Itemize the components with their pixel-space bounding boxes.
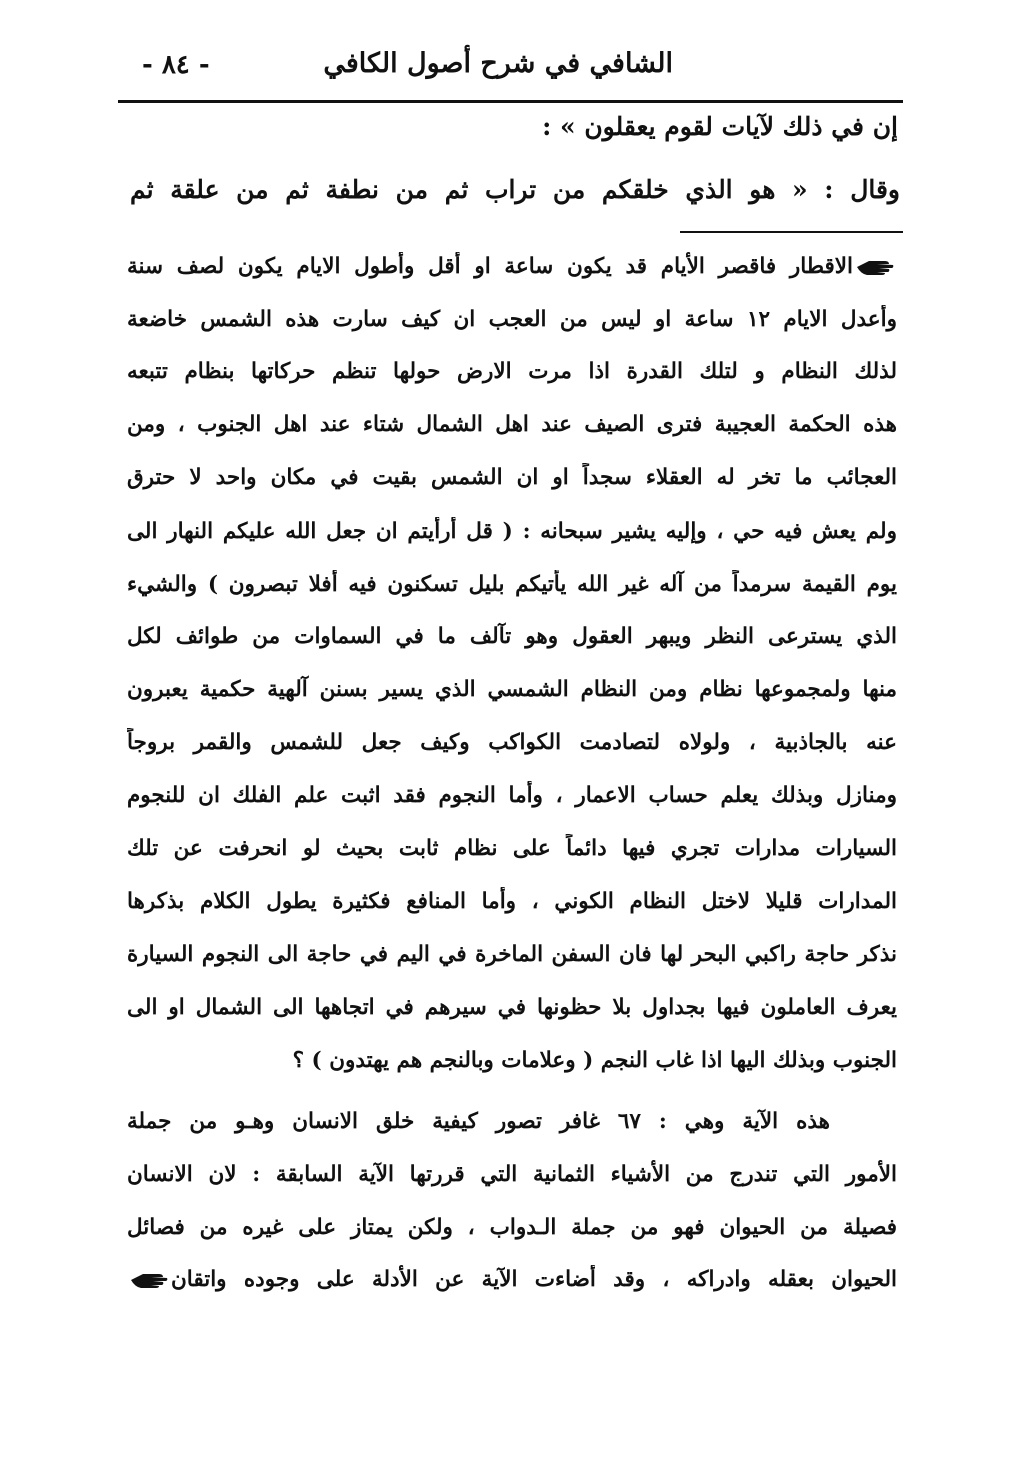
main-text-line: وقال : « هو الذي خلقكم من تراب ثم من نطفة ثم من علقة ثم [130,175,900,204]
footnote-line: عنه بالجاذبية ، ولولاه لتصادمت الكواكب وكيف جعل للشمس والقمر بروجاً [127,730,897,755]
footnote-line: وأعدل الايام ١٢ ساعة او ليس من العجب ان كيف سارت هذه الشمس خاضعة [127,307,897,332]
footnote-line: نذكر حاجة راكبي البحر لها فان السفن الماخرة في اليم في حاجة الى النجوم السيارة [127,942,897,967]
footnote-line: هذه الآية وهي : ٦٧ غافر تصور كيفية خلق الانسان وهـو من جملة [127,1109,830,1134]
footnote-line: يوم القيمة سرمداً من آله غير الله يأتيكم بليل تسكنون فيه أفلا تبصرون ) والشيء [127,572,897,597]
footnote-separator [680,231,903,233]
footnote-text: الحيوان بعقله وادراكه ، وقد أضاءت الآية عن الأدلة على وجوده واتقان [171,1267,897,1292]
footnote-line: العجائب ما تخر له العقلاء سجداً او ان الشمس بقيت في مكان واحد لا حترق [127,465,897,490]
footnote-line: لذلك النظام و لتلك القدرة اذا مرت الارض حولها تنظم حركاتها بنظام تتبعه [127,359,897,384]
pointing-hand-icon [129,1271,169,1289]
footnote-line: الذي يسترعى النظر ويبهر العقول وهو تآلف ما في السماوات من طوائف لكل [127,624,897,649]
footnote-line: يعرف العاملون فيها بجداول بلا حظونها في سيرهم في اتجاهها الى الشمال او الى [127,995,897,1020]
footnote-line: الجنوب وبذلك اليها اذا غاب النجم ( وعلامات وبالنجم هم يهتدون ) ؟ [292,1048,897,1073]
footnote-line: منها ولمجموعها نظام ومن النظام الشمسي الذي يسير بسنن آلهية حكمية يعبرون [127,677,897,702]
page-number: - ٨٤ - [142,50,210,80]
header-rule [118,100,903,103]
footnote-line: فصيلة من الحيوان فهو من جملة الـدواب ، ولكن يمتاز على غيره من فصائل [127,1215,897,1240]
footnote-line: ولم يعش فيه حي ، وإليه يشير سبحانه : ( قل أرأيتم ان جعل الله عليكم النهار الى [127,519,897,544]
footnote-line: هذه الحكمة العجيبة فترى الصيف عند اهل الشمال شتاء عند اهل الجنوب ، ومن [127,412,897,437]
main-text-line: إن في ذلك لآيات لقوم يعقلون » : [542,112,898,141]
page-header [118,42,903,94]
footnote-line: ومنازل وبذلك يعلم حساب الاعمار ، وأما النجوم فقد اثبت علم الفلك ان للنجوم [127,783,897,808]
footnote-line: السيارات مدارات تجري فيها دائماً على نظام ثابت بحيث لو انحرفت عن تلك [127,836,897,861]
footnote-line-with-icon [127,252,897,282]
running-title: الشافي في شرح أصول الكافي [323,48,673,79]
footnote-text: الاقطار فاقصر الأيام قد يكون ساعة او أقل وأطول الايام يكون لصف سنة [127,254,853,279]
footnote-line: المدارات قليلا لاختل النظام الكوني ، وأما المنافع فكثيرة يطول الكلام بذكرها [127,889,897,914]
footnote-line-with-icon [127,1265,897,1295]
footnote-line: الأمور التي تندرج من الأشياء الثمانية التي قررتها الآية السابقة : لان الانسان [127,1162,897,1187]
pointing-hand-icon [855,258,895,276]
